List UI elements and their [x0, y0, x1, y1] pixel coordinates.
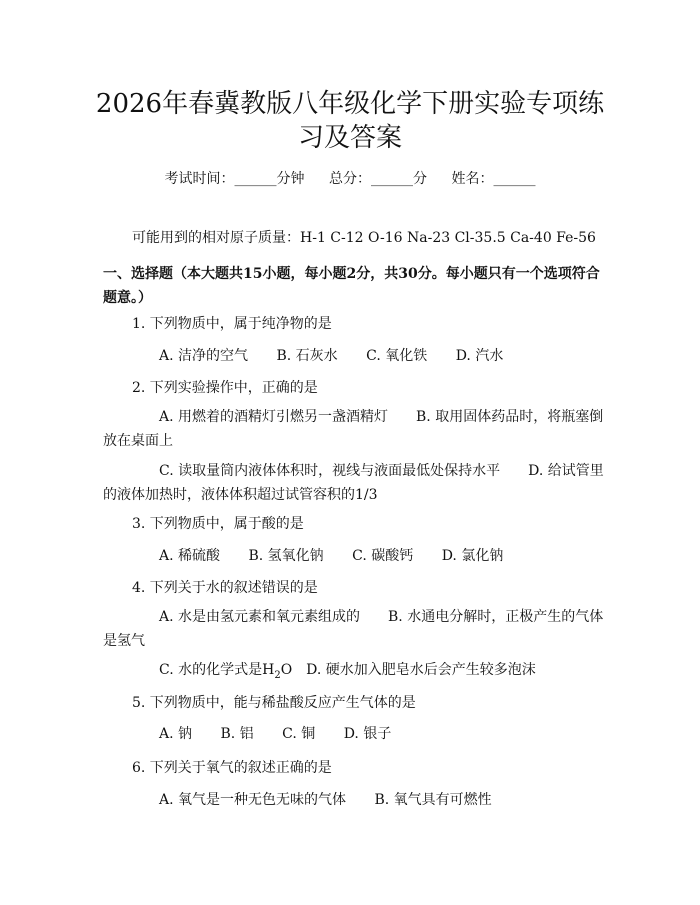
q1-option-a: A. 洁净的空气 [159, 348, 249, 364]
question-2-stem: 2. 下列实验操作中，正确的是 [132, 380, 318, 396]
q4-option-c-prefix: C. 水的化学式是H [159, 662, 275, 678]
q4-options-cd [159, 660, 536, 686]
question-3-stem: 3. 下列物质中，属于酸的是 [132, 516, 304, 532]
q1-option-c: C. 氧化铁 [366, 348, 428, 364]
question-5-stem: 5. 下列物质中，能与稀盐酸反应产生气体的是 [132, 695, 416, 711]
section-heading: 一、选择题（本大题共15小题，每小题2分，共30分。每小题只有一个选项符合题意。） [103, 266, 600, 306]
q2-options-ab: A. 用燃着的酒精灯引燃另一盏酒精灯 B. 取用固体药品时，将瓶塞倒放在桌面上 [103, 409, 604, 449]
exam-title-line1: 2026年春冀教版八年级化学下册实验专项练 [95, 89, 605, 119]
q5-option-c: C. 铜 [282, 726, 316, 742]
q4-subscript: 2 [274, 669, 281, 681]
q1-option-b: B. 石灰水 [276, 348, 338, 364]
q1-option-d: D. 汽水 [455, 348, 504, 364]
q4-options-ab: A. 水是由氢元素和氧元素组成的 B. 水通电分解时，正极产生的气体是氢气 [103, 609, 604, 649]
q6-option-b: B. 氧气具有可燃性 [374, 792, 492, 808]
question-1-options [159, 346, 527, 366]
q5-option-d: D. 银子 [343, 726, 392, 742]
exam-title-line2: 习及答案 [297, 123, 402, 153]
q5-option-a: A. 钠 [159, 726, 193, 742]
question-3-options [159, 546, 527, 566]
q3-option-c: C. 碳酸钙 [352, 548, 414, 564]
question-4-stem: 4. 下列关于水的叙述错误的是 [132, 580, 318, 596]
question-1-stem: 1. 下列物质中，属于纯净物的是 [132, 316, 332, 332]
q3-option-d: D. 氯化钠 [441, 548, 504, 564]
q6-option-a: A. 氧气是一种无色无味的气体 [159, 792, 347, 808]
q2-options-cd: C. 读取量筒内液体体积时，视线与液面最低处保持水平 D. 给试管里的液体加热时，液体体积超过试管容积的1/3 [103, 463, 604, 503]
question-6-options [159, 790, 516, 810]
q3-option-a: A. 稀硫酸 [159, 548, 221, 564]
exam-score: 总分：______分 [329, 171, 427, 187]
atomic-masses: 可能用到的相对原子质量：H-1 C-12 O-16 Na-23 Cl-35.5 Ca-40 Fe-56 [132, 230, 596, 246]
q4-option-c-suffix: O D. 硬水加入肥皂水后会产生较多泡沫 [280, 662, 536, 678]
question-5-options [159, 724, 415, 744]
exam-time: 考试时间：______分钟 [164, 171, 305, 187]
q5-option-b: B. 铝 [220, 726, 254, 742]
question-6-stem: 6. 下列关于氧气的叙述正确的是 [132, 760, 332, 776]
exam-name: 姓名：______ [451, 171, 536, 187]
exam-meta [0, 168, 700, 188]
q3-option-b: B. 氢氧化钠 [248, 548, 324, 564]
